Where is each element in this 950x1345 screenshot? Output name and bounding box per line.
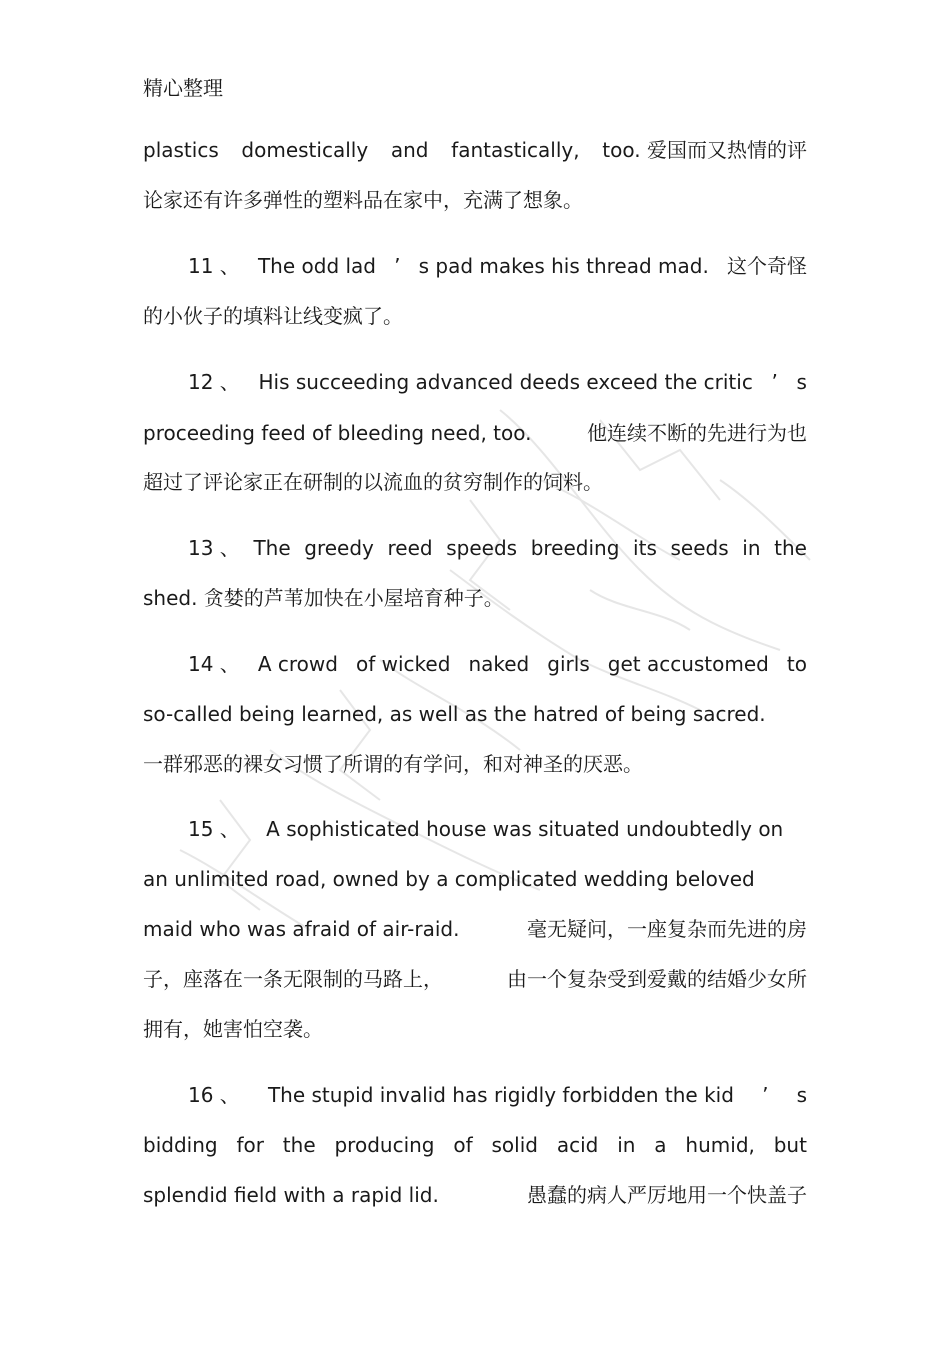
item-13-line-1 xyxy=(188,535,807,561)
word: breeding xyxy=(530,536,620,560)
phrase: The stupid invalid has rigidly forbidden the kid xyxy=(267,1083,734,1107)
item-14-line-2: so-called being learned, as well as the hatred of being sacred. xyxy=(143,702,766,726)
word: the xyxy=(282,1133,316,1157)
item-number: 14 、 xyxy=(188,652,240,676)
phrase: 他连续不断的先进行为也 xyxy=(587,421,807,445)
word: acid xyxy=(556,1133,599,1157)
phrase: maid who was afraid of air-raid. xyxy=(143,917,460,941)
phrase: s xyxy=(796,1083,807,1107)
phrase: s pad makes his thread mad. xyxy=(418,254,709,278)
word: speeds xyxy=(446,536,518,560)
item-number: 13 、 xyxy=(188,536,240,560)
item-15-line-2: an unlimited road, owned by a complicated wedding beloved xyxy=(143,867,755,891)
word: and xyxy=(390,138,429,162)
word: The xyxy=(253,536,291,560)
item-14-line-3: 一群邪恶的裸女习惯了所谓的有学问，和对神圣的厌恶。 xyxy=(143,752,643,776)
phrase: get accustomed xyxy=(607,652,769,676)
word: a xyxy=(654,1133,667,1157)
item-number: 12 、 xyxy=(188,370,240,394)
item-15-line-4 xyxy=(143,966,807,992)
apostrophe: ’ xyxy=(771,370,778,394)
item-number: 11 、 xyxy=(188,254,240,278)
phrase: 这个奇怪 xyxy=(726,254,807,278)
phrase: His succeeding advanced deeds exceed the critic xyxy=(258,370,753,394)
phrase: A sophisticated house was situated undoubtedly on xyxy=(266,817,784,841)
phrase: A crowd xyxy=(257,652,338,676)
item-15-line-3 xyxy=(143,916,807,942)
item-number: 15 、 xyxy=(188,817,240,841)
word: humid, xyxy=(685,1133,755,1157)
text-line-1 xyxy=(143,137,807,163)
phrase: 愚蠢的病人严厉地用一个快盖子 xyxy=(527,1183,807,1207)
phrase: proceeding feed of bleeding need, too. xyxy=(143,421,532,445)
word: greedy xyxy=(304,536,374,560)
item-number: 16 、 xyxy=(188,1083,240,1107)
word: producing xyxy=(334,1133,435,1157)
text-line-2: 论家还有许多弹性的塑料品在家中，充满了想象。 xyxy=(143,188,583,212)
item-16-line-1 xyxy=(188,1082,807,1108)
word: bidding xyxy=(143,1133,218,1157)
phrase: 毫无疑问，一座复杂而先进的房 xyxy=(527,917,807,941)
apostrophe: ’ xyxy=(394,254,401,278)
word: seeds xyxy=(670,536,729,560)
word: the xyxy=(774,536,807,560)
item-13-line-2: shed. 贪婪的芦苇加快在小屋培育种子。 xyxy=(143,586,504,610)
item-15-line-5: 拥有，她害怕空袭。 xyxy=(143,1017,323,1041)
phrase: splendid field with a rapid lid. xyxy=(143,1183,439,1207)
phrase: The odd lad xyxy=(257,254,376,278)
apostrophe: ’ xyxy=(762,1083,769,1107)
item-16-line-2 xyxy=(143,1132,807,1158)
word: for xyxy=(236,1133,264,1157)
word: to xyxy=(786,652,807,676)
word: in xyxy=(742,536,761,560)
word: plastics xyxy=(143,138,219,162)
item-16-line-3 xyxy=(143,1182,807,1208)
item-12-line-1 xyxy=(188,369,807,395)
word: reed xyxy=(387,536,433,560)
item-15-line-1 xyxy=(188,816,807,842)
phrase: s xyxy=(796,370,807,394)
item-12-line-2 xyxy=(143,420,807,446)
word: of xyxy=(453,1133,473,1157)
item-14-line-1 xyxy=(188,651,807,677)
word: girls xyxy=(547,652,590,676)
word: in xyxy=(617,1133,636,1157)
item-11-line-1 xyxy=(188,253,807,279)
item-12-line-3: 超过了评论家正在研制的以流血的贫穷制作的饲料。 xyxy=(143,470,603,494)
item-11-line-2: 的小伙子的填料让线变疯了。 xyxy=(143,304,403,328)
word: its xyxy=(633,536,657,560)
word: but xyxy=(773,1133,807,1157)
page-header: 精心整理 xyxy=(143,76,223,100)
word: domestically xyxy=(241,138,369,162)
word: naked xyxy=(468,652,530,676)
phrase: 由一个复杂受到爱戴的结婚少女所 xyxy=(507,967,807,991)
word: fantastically, xyxy=(451,138,580,162)
phrase: 子，座落在一条无限制的马路上， xyxy=(143,967,443,991)
word: solid xyxy=(491,1133,538,1157)
phrase: of wicked xyxy=(355,652,451,676)
word: too. 爱国而又热情的评 xyxy=(602,138,807,162)
